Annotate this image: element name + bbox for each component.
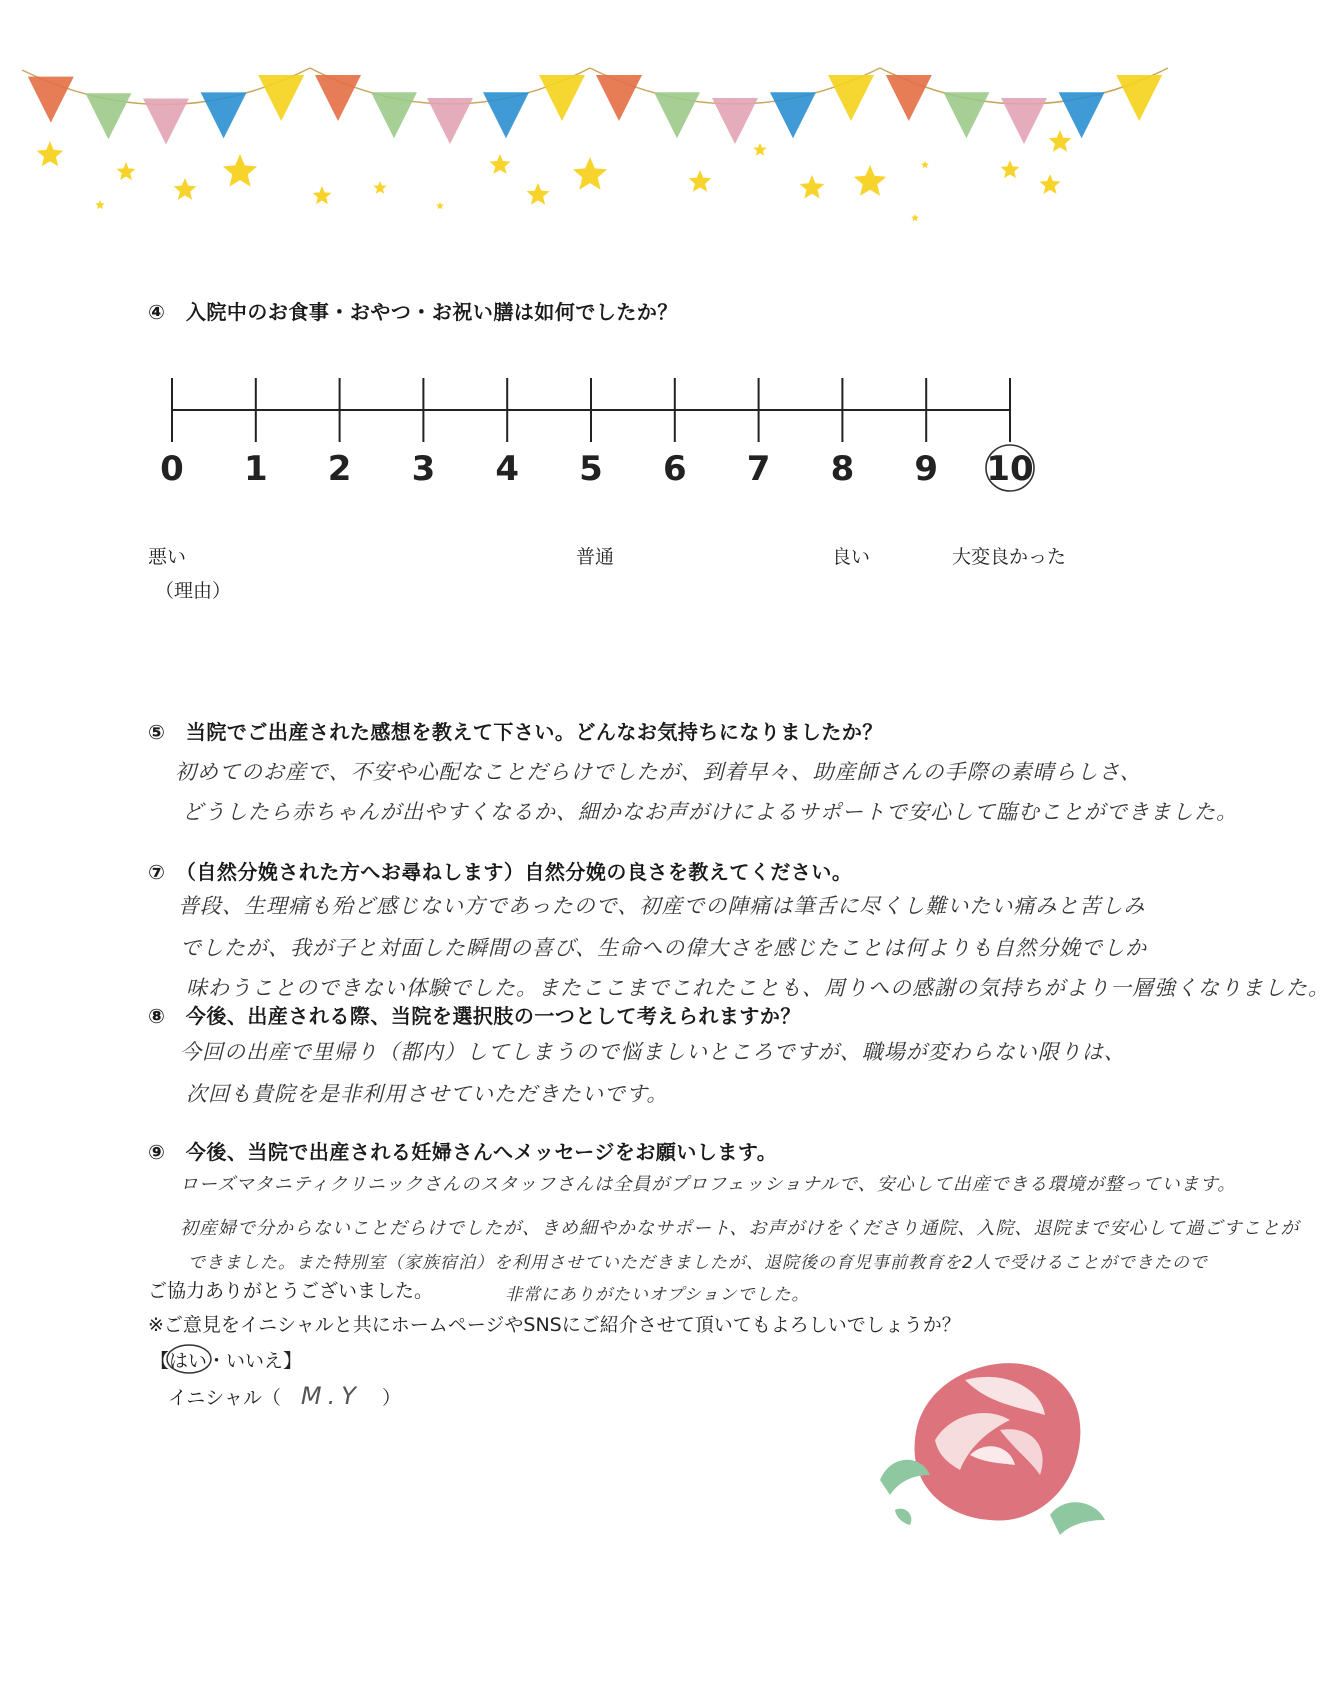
q4-title: ④ 入院中のお食事・おやつ・お祝い膳は如何でしたか？ — [148, 300, 678, 324]
star-icon — [689, 170, 712, 192]
bunting-flag — [258, 75, 304, 121]
star-icon — [1040, 174, 1061, 194]
bunting-flag — [1001, 98, 1047, 144]
star-icon — [1001, 160, 1020, 178]
scale-number: 6 — [662, 449, 687, 489]
star-icon — [753, 143, 766, 156]
bunting-flag — [770, 92, 816, 138]
bunting-flag — [201, 92, 247, 138]
scale-number: 3 — [411, 449, 436, 489]
star-icon — [854, 165, 886, 196]
star-icon — [800, 175, 825, 199]
q8-title: ⑧ 今後、出産される際、当院を選択肢の一つとして考えられますか？ — [148, 1004, 801, 1028]
scale-number: 5 — [579, 449, 603, 489]
bunting-flag — [943, 92, 989, 138]
bunting-flag — [143, 99, 189, 145]
star-icon — [95, 200, 105, 209]
q5-answer-line: どうしたら赤ちゃんが出やすくなるか、細かなお声がけによるサポートで安心して臨むことができました。 — [182, 800, 1238, 824]
q9-answer-line: 非常にありがたいオプションでした。 — [505, 1285, 810, 1305]
bunting-flag — [828, 75, 874, 121]
scale-label-good: 良い — [832, 546, 871, 568]
star-icon — [573, 157, 607, 190]
q7-answer-line: 普段、生理痛も殆ど感じない方であったので、初産での陣痛は筆舌に尽くし難いたい痛みと苦しみ — [178, 894, 1146, 918]
scale-number: 4 — [495, 449, 520, 489]
thanks-text: ご協力ありがとうございました。 — [148, 1280, 434, 1302]
bunting-flag — [1116, 75, 1162, 121]
star-icon — [117, 162, 136, 180]
consent-question: ※ご意見をイニシャルと共にホームページやSNSにご紹介させて頂いてもよろしいでしょうか？ — [148, 1314, 961, 1336]
rating-scale — [150, 360, 1034, 510]
q7-answer-line: 味わうことのできない体験でした。またここまでこれたことも、周りへの感謝の気持ちがより一層強くなりました。 — [186, 976, 1330, 1000]
consent-options — [150, 1346, 302, 1373]
bunting-flag — [483, 92, 529, 138]
consent-options-text: 【はい・いいえ】 — [150, 1350, 303, 1372]
bunting-flag — [712, 98, 758, 144]
scale-label-great: 大変良かった — [952, 546, 1067, 568]
scale-numbers — [160, 449, 1034, 489]
q5-answer-line: 初めてのお産で、不安や心配なことだらけでしたが、到着早々、助産師さんの手際の素晴らしさ、 — [175, 760, 1142, 784]
q8-answer-line: 今回の出産で里帰り（都内）してしまうので悩ましいところですが、職場が変わらない限りは、 — [180, 1040, 1126, 1064]
star-icon — [1049, 130, 1072, 152]
bunting-flag — [596, 75, 642, 121]
consent-selected-circle — [164, 1342, 214, 1376]
q9-answer-line: 初産婦で分からないことだらけでしたが、きめ細やかなサポート、お声がけをくださり通院、入院、退院まで安心して過ごすことが — [180, 1218, 1300, 1239]
scale-number: 7 — [746, 449, 771, 489]
star-icon — [37, 141, 64, 166]
q7-answer-line: でしたが、我が子と対面した瞬間の喜び、生命への偉大さを感じたことは何よりも自然分娩でしか — [180, 936, 1148, 960]
star-icon — [921, 161, 929, 168]
initial-close: ） — [381, 1387, 401, 1409]
scale-number: 1 — [243, 449, 268, 489]
bunting-string — [22, 68, 1168, 105]
initial-value: M.Y — [300, 1382, 362, 1410]
q9-title: ⑨ 今後、当院で出産される妊婦さんへメッセージをお願いします。 — [148, 1140, 778, 1164]
q5-title: ⑤ 当院でご出産された感想を教えて下さい。どんなお気持ちになりましたか？ — [148, 720, 883, 744]
bunting-banner — [0, 0, 1190, 250]
stars-decoration — [37, 130, 1072, 221]
bunting-flag — [654, 92, 700, 138]
initial-field — [168, 1382, 401, 1410]
star-icon — [174, 178, 197, 200]
scale-number: 10 — [986, 449, 1034, 489]
scale-number: 0 — [160, 449, 184, 489]
initial-label: イニシャル（ — [168, 1387, 281, 1409]
rose-illustration — [870, 1345, 1110, 1555]
bunting-flags — [28, 75, 1162, 145]
scale-number: 8 — [830, 449, 855, 489]
q7-title: ⑦ （自然分娩された方へお尋ねします）自然分娩の良さを教えてください。 — [148, 860, 853, 884]
scale-label-reason: （理由） — [155, 580, 232, 602]
star-icon — [313, 186, 332, 204]
bunting-flag — [371, 92, 417, 138]
scale-number: 2 — [327, 449, 352, 489]
bunting-flag — [315, 75, 361, 121]
bunting-flag — [28, 77, 74, 123]
star-icon — [223, 154, 257, 187]
scale-label-normal: 普通 — [576, 546, 615, 568]
bunting-flag — [1059, 92, 1105, 138]
scale-label-bad: 悪い — [148, 546, 187, 568]
bunting-flag — [886, 75, 932, 121]
star-icon — [911, 214, 919, 221]
star-icon — [373, 181, 386, 194]
star-icon — [490, 154, 511, 174]
bunting-flag — [539, 75, 585, 121]
scale-number: 9 — [914, 449, 939, 489]
star-icon — [436, 202, 444, 209]
q9-answer-line: ローズマタニティクリニックさんのスタッフさんは全員がプロフェッショナルで、安心して出産できる環境が整っています。 — [180, 1174, 1237, 1195]
q9-answer-line: できました。また特別室（家族宿泊）を利用させていただきましたが、退院後の育児事前教育を2人で受けることができたので — [188, 1253, 1208, 1273]
q8-answer-line: 次回も貴院を是非利用させていただきたいです。 — [186, 1082, 669, 1106]
star-icon — [527, 183, 550, 205]
bunting-flag — [85, 93, 131, 139]
bunting-flag — [427, 98, 473, 144]
